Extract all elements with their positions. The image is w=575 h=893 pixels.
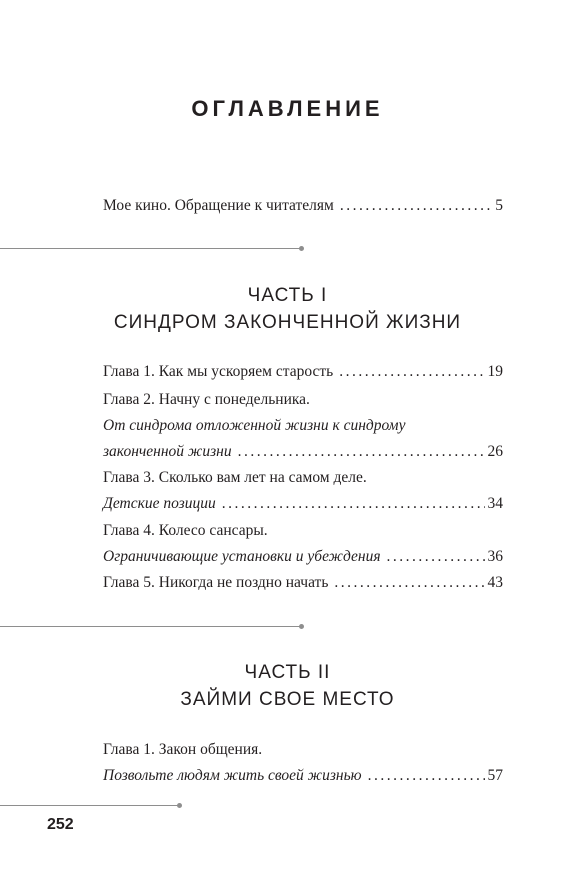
entry-title: Глава 1. Как мы ускоряем старость [103, 363, 334, 380]
entry-subtitle: законченной жизни [103, 443, 232, 460]
entry-page: 19 [487, 363, 503, 380]
entry-subtitle: Позвольте людям жить своей жизнью [103, 767, 362, 784]
part-title: ЗАЙМИ СВОЕ МЕСТО [180, 689, 395, 710]
divider-dot [177, 803, 182, 808]
toc-entry-chapter[interactable] [103, 387, 503, 465]
entry-page: 5 [495, 197, 503, 214]
entry-title: Глава 2. Начну с понедельника. [103, 391, 310, 408]
entry-title: Глава 5. Никогда не поздно начать [103, 574, 329, 591]
toc-entry-intro[interactable] [103, 193, 503, 219]
entry-page: 43 [487, 574, 503, 591]
page-number: 252 [47, 816, 74, 833]
entry-page: 36 [487, 548, 503, 565]
section-divider [0, 626, 300, 627]
part-label: ЧАСТЬ I [247, 285, 328, 306]
divider-dot [299, 246, 304, 251]
toc-entry-chapter[interactable] [103, 737, 503, 789]
entry-title: Глава 1. Закон общения. [103, 741, 263, 758]
dot-leader [368, 763, 485, 789]
section-divider [0, 248, 300, 249]
dot-leader [339, 359, 484, 385]
divider-dot [299, 624, 304, 629]
dot-leader [222, 491, 485, 517]
toc-title: ОГЛАВЛЕНИЕ [191, 96, 384, 121]
part-2-heading [0, 659, 575, 713]
part-1-heading [0, 282, 575, 336]
toc-entry-chapter[interactable] [103, 359, 503, 385]
entry-subtitle: От синдрома отложенной жизни к синдрому [103, 417, 406, 434]
entry-subtitle: Детские позиции [103, 495, 216, 512]
section-divider [0, 805, 178, 806]
entry-title: Глава 3. Сколько вам лет на самом деле. [103, 469, 367, 486]
part-title: СИНДРОМ ЗАКОНЧЕННОЙ ЖИЗНИ [113, 312, 462, 333]
toc-entry-chapter[interactable] [103, 518, 503, 570]
dot-leader [238, 439, 485, 465]
entry-page: 57 [487, 767, 503, 784]
part-label: ЧАСТЬ II [244, 662, 331, 683]
dot-leader [387, 544, 485, 570]
toc-entry-chapter[interactable] [103, 570, 503, 596]
entry-page: 34 [487, 495, 503, 512]
toc-entry-chapter[interactable] [103, 465, 503, 517]
dot-leader [334, 570, 484, 596]
entry-title: Мое кино. Обращение к читателям [103, 197, 334, 214]
entry-title: Глава 4. Колесо сансары. [103, 522, 268, 539]
dot-leader [340, 193, 492, 219]
entry-page: 26 [487, 443, 503, 460]
entry-subtitle: Ограничивающие установки и убеждения [103, 548, 381, 565]
